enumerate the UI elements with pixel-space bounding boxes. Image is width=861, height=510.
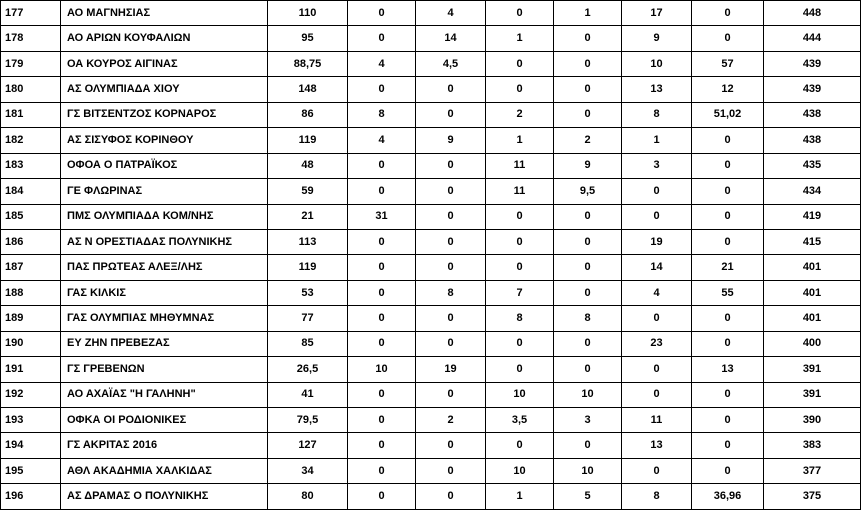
club-name-cell: ΠΑΣ ΠΡΩΤΕΑΣ ΑΛΕΞ/ΛΗΣ (61, 255, 268, 280)
value-cell-3: 2 (416, 408, 486, 433)
value-cell-1: 21 (268, 204, 348, 229)
table-row (1, 408, 861, 433)
value-cell-1: 77 (268, 306, 348, 331)
table-row (1, 484, 861, 509)
value-cell-4: 0 (486, 1, 554, 26)
value-cell-2: 0 (348, 382, 416, 407)
value-cell-5: 5 (554, 484, 622, 509)
total-points-cell: 434 (764, 179, 861, 204)
value-cell-5: 0 (554, 51, 622, 76)
value-cell-4: 0 (486, 51, 554, 76)
value-cell-6: 0 (622, 382, 692, 407)
club-name-cell: ΑΣ ΔΡΑΜΑΣ Ο ΠΟΛΥΝΙΚΗΣ (61, 484, 268, 509)
value-cell-5: 0 (554, 102, 622, 127)
value-cell-7: 55 (692, 280, 764, 305)
value-cell-3: 0 (416, 458, 486, 483)
club-name-cell: ΑΟ ΑΡΙΩΝ ΚΟΥΦΑΛΙΩΝ (61, 26, 268, 51)
total-points-cell: 435 (764, 153, 861, 178)
value-cell-5: 0 (554, 77, 622, 102)
value-cell-3: 19 (416, 357, 486, 382)
value-cell-2: 0 (348, 26, 416, 51)
value-cell-7: 51,02 (692, 102, 764, 127)
value-cell-7: 0 (692, 26, 764, 51)
value-cell-6: 4 (622, 280, 692, 305)
value-cell-2: 0 (348, 484, 416, 509)
club-name-cell: ΠΜΣ ΟΛΥΜΠΙΑΔΑ ΚΟΜ/ΝΗΣ (61, 204, 268, 229)
club-name-cell: ΑΣ ΣΙΣΥΦΟΣ ΚΟΡΙΝΘΟΥ (61, 128, 268, 153)
value-cell-3: 0 (416, 77, 486, 102)
value-cell-2: 4 (348, 128, 416, 153)
value-cell-2: 0 (348, 331, 416, 356)
value-cell-7: 0 (692, 1, 764, 26)
value-cell-3: 0 (416, 433, 486, 458)
value-cell-6: 13 (622, 433, 692, 458)
value-cell-4: 11 (486, 179, 554, 204)
value-cell-1: 119 (268, 128, 348, 153)
value-cell-5: 1 (554, 1, 622, 26)
value-cell-1: 88,75 (268, 51, 348, 76)
value-cell-3: 0 (416, 204, 486, 229)
table-body (1, 1, 861, 510)
value-cell-3: 4 (416, 1, 486, 26)
club-name-cell: ΑΣ ΟΛΥΜΠΙΑΔΑ ΧΙΟΥ (61, 77, 268, 102)
total-points-cell: 377 (764, 458, 861, 483)
value-cell-5: 10 (554, 382, 622, 407)
value-cell-7: 12 (692, 77, 764, 102)
value-cell-6: 0 (622, 204, 692, 229)
value-cell-7: 0 (692, 458, 764, 483)
value-cell-5: 9 (554, 153, 622, 178)
total-points-cell: 375 (764, 484, 861, 509)
value-cell-5: 0 (554, 229, 622, 254)
value-cell-3: 0 (416, 484, 486, 509)
value-cell-4: 10 (486, 382, 554, 407)
rank-cell: 177 (1, 1, 61, 26)
value-cell-2: 4 (348, 51, 416, 76)
club-name-cell: ΓΕ ΦΛΩΡΙΝΑΣ (61, 179, 268, 204)
value-cell-2: 0 (348, 306, 416, 331)
club-name-cell: ΑΘΛ ΑΚΑΔΗΜΙΑ ΧΑΛΚΙΔΑΣ (61, 458, 268, 483)
value-cell-1: 119 (268, 255, 348, 280)
club-name-cell: ΑΟ ΜΑΓΝΗΣΙΑΣ (61, 1, 268, 26)
table-row (1, 382, 861, 407)
value-cell-1: 95 (268, 26, 348, 51)
value-cell-1: 48 (268, 153, 348, 178)
rank-cell: 195 (1, 458, 61, 483)
value-cell-1: 127 (268, 433, 348, 458)
value-cell-7: 0 (692, 179, 764, 204)
club-name-cell: ΓΑΣ ΚΙΛΚΙΣ (61, 280, 268, 305)
value-cell-6: 8 (622, 102, 692, 127)
rank-cell: 185 (1, 204, 61, 229)
total-points-cell: 448 (764, 1, 861, 26)
value-cell-1: 34 (268, 458, 348, 483)
club-name-cell: ΓΣ ΓΡΕΒΕΝΩΝ (61, 357, 268, 382)
table-row (1, 51, 861, 76)
value-cell-3: 8 (416, 280, 486, 305)
table-row (1, 1, 861, 26)
value-cell-3: 0 (416, 102, 486, 127)
rank-cell: 190 (1, 331, 61, 356)
value-cell-6: 9 (622, 26, 692, 51)
rank-cell: 186 (1, 229, 61, 254)
value-cell-4: 10 (486, 458, 554, 483)
value-cell-6: 11 (622, 408, 692, 433)
table-row (1, 128, 861, 153)
value-cell-5: 0 (554, 255, 622, 280)
value-cell-2: 31 (348, 204, 416, 229)
total-points-cell: 383 (764, 433, 861, 458)
value-cell-5: 2 (554, 128, 622, 153)
value-cell-6: 19 (622, 229, 692, 254)
total-points-cell: 401 (764, 280, 861, 305)
value-cell-3: 4,5 (416, 51, 486, 76)
value-cell-2: 0 (348, 255, 416, 280)
value-cell-3: 0 (416, 153, 486, 178)
value-cell-5: 0 (554, 26, 622, 51)
total-points-cell: 439 (764, 51, 861, 76)
value-cell-3: 0 (416, 255, 486, 280)
value-cell-7: 0 (692, 204, 764, 229)
table-row (1, 280, 861, 305)
table-row (1, 204, 861, 229)
value-cell-6: 0 (622, 357, 692, 382)
value-cell-6: 10 (622, 51, 692, 76)
value-cell-7: 0 (692, 306, 764, 331)
table-row (1, 306, 861, 331)
value-cell-1: 59 (268, 179, 348, 204)
value-cell-5: 0 (554, 280, 622, 305)
value-cell-1: 26,5 (268, 357, 348, 382)
club-name-cell: ΟΦΚΑ ΟΙ ΡΟΔΙΟΝΙΚΕΣ (61, 408, 268, 433)
value-cell-2: 0 (348, 433, 416, 458)
value-cell-5: 8 (554, 306, 622, 331)
table-row (1, 179, 861, 204)
total-points-cell: 438 (764, 128, 861, 153)
value-cell-6: 0 (622, 306, 692, 331)
rank-cell: 193 (1, 408, 61, 433)
value-cell-7: 57 (692, 51, 764, 76)
value-cell-6: 17 (622, 1, 692, 26)
club-name-cell: ΑΣ Ν ΟΡΕΣΤΙΑΔΑΣ ΠΟΛΥΝΙΚΗΣ (61, 229, 268, 254)
value-cell-7: 36,96 (692, 484, 764, 509)
value-cell-5: 9,5 (554, 179, 622, 204)
value-cell-1: 110 (268, 1, 348, 26)
value-cell-5: 0 (554, 357, 622, 382)
value-cell-6: 1 (622, 128, 692, 153)
value-cell-5: 10 (554, 458, 622, 483)
value-cell-3: 0 (416, 179, 486, 204)
value-cell-6: 0 (622, 458, 692, 483)
table-row (1, 433, 861, 458)
value-cell-2: 0 (348, 229, 416, 254)
total-points-cell: 444 (764, 26, 861, 51)
value-cell-4: 11 (486, 153, 554, 178)
club-name-cell: ΟΦΟΑ Ο ΠΑΤΡΑΪΚΟΣ (61, 153, 268, 178)
table-row (1, 102, 861, 127)
rank-cell: 181 (1, 102, 61, 127)
club-name-cell: ΕΥ ΖΗΝ ΠΡΕΒΕΖΑΣ (61, 331, 268, 356)
total-points-cell: 438 (764, 102, 861, 127)
value-cell-6: 3 (622, 153, 692, 178)
club-name-cell: ΓΑΣ ΟΛΥΜΠΙΑΣ ΜΗΘΥΜΝΑΣ (61, 306, 268, 331)
table-row (1, 77, 861, 102)
table-row (1, 357, 861, 382)
value-cell-2: 0 (348, 77, 416, 102)
value-cell-6: 0 (622, 179, 692, 204)
value-cell-4: 1 (486, 128, 554, 153)
value-cell-1: 41 (268, 382, 348, 407)
value-cell-7: 0 (692, 128, 764, 153)
rank-cell: 179 (1, 51, 61, 76)
value-cell-2: 0 (348, 153, 416, 178)
total-points-cell: 391 (764, 382, 861, 407)
rank-cell: 192 (1, 382, 61, 407)
club-name-cell: ΓΣ ΒΙΤΣΕΝΤΖΟΣ ΚΟΡΝΑΡΟΣ (61, 102, 268, 127)
value-cell-1: 79,5 (268, 408, 348, 433)
total-points-cell: 415 (764, 229, 861, 254)
value-cell-4: 0 (486, 255, 554, 280)
rank-cell: 189 (1, 306, 61, 331)
rank-cell: 180 (1, 77, 61, 102)
value-cell-1: 86 (268, 102, 348, 127)
value-cell-6: 8 (622, 484, 692, 509)
value-cell-4: 8 (486, 306, 554, 331)
value-cell-3: 0 (416, 382, 486, 407)
value-cell-1: 85 (268, 331, 348, 356)
value-cell-7: 0 (692, 382, 764, 407)
value-cell-5: 0 (554, 331, 622, 356)
total-points-cell: 391 (764, 357, 861, 382)
value-cell-2: 0 (348, 280, 416, 305)
rank-cell: 191 (1, 357, 61, 382)
value-cell-5: 0 (554, 204, 622, 229)
club-name-cell: ΟΑ ΚΟΥΡΟΣ ΑΙΓΙΝΑΣ (61, 51, 268, 76)
value-cell-6: 13 (622, 77, 692, 102)
rank-cell: 187 (1, 255, 61, 280)
value-cell-3: 14 (416, 26, 486, 51)
rank-cell: 183 (1, 153, 61, 178)
value-cell-7: 21 (692, 255, 764, 280)
club-name-cell: ΑΟ ΑΧΑΪΑΣ "Η ΓΑΛΗΝΗ" (61, 382, 268, 407)
total-points-cell: 419 (764, 204, 861, 229)
table-row (1, 331, 861, 356)
value-cell-7: 0 (692, 331, 764, 356)
rank-cell: 182 (1, 128, 61, 153)
value-cell-3: 0 (416, 306, 486, 331)
total-points-cell: 439 (764, 77, 861, 102)
value-cell-4: 0 (486, 433, 554, 458)
value-cell-4: 3,5 (486, 408, 554, 433)
value-cell-1: 80 (268, 484, 348, 509)
value-cell-7: 0 (692, 408, 764, 433)
value-cell-7: 13 (692, 357, 764, 382)
table-row (1, 255, 861, 280)
club-name-cell: ΓΣ ΑΚΡΙΤΑΣ 2016 (61, 433, 268, 458)
value-cell-3: 0 (416, 229, 486, 254)
rank-cell: 196 (1, 484, 61, 509)
rank-cell: 184 (1, 179, 61, 204)
rank-cell: 188 (1, 280, 61, 305)
value-cell-6: 14 (622, 255, 692, 280)
rank-cell: 194 (1, 433, 61, 458)
value-cell-2: 10 (348, 357, 416, 382)
value-cell-3: 0 (416, 331, 486, 356)
value-cell-4: 0 (486, 204, 554, 229)
table-row (1, 153, 861, 178)
table-row (1, 229, 861, 254)
value-cell-4: 0 (486, 229, 554, 254)
total-points-cell: 400 (764, 331, 861, 356)
rank-cell: 178 (1, 26, 61, 51)
value-cell-5: 0 (554, 433, 622, 458)
table-row (1, 458, 861, 483)
total-points-cell: 401 (764, 306, 861, 331)
value-cell-2: 0 (348, 408, 416, 433)
value-cell-1: 148 (268, 77, 348, 102)
value-cell-4: 0 (486, 77, 554, 102)
value-cell-1: 53 (268, 280, 348, 305)
value-cell-6: 23 (622, 331, 692, 356)
value-cell-4: 0 (486, 331, 554, 356)
table-row (1, 26, 861, 51)
value-cell-2: 0 (348, 1, 416, 26)
total-points-cell: 401 (764, 255, 861, 280)
value-cell-4: 7 (486, 280, 554, 305)
value-cell-2: 0 (348, 458, 416, 483)
total-points-cell: 390 (764, 408, 861, 433)
value-cell-3: 9 (416, 128, 486, 153)
value-cell-5: 3 (554, 408, 622, 433)
value-cell-7: 0 (692, 153, 764, 178)
value-cell-4: 0 (486, 357, 554, 382)
value-cell-4: 2 (486, 102, 554, 127)
value-cell-4: 1 (486, 26, 554, 51)
value-cell-7: 0 (692, 229, 764, 254)
value-cell-7: 0 (692, 433, 764, 458)
value-cell-2: 8 (348, 102, 416, 127)
value-cell-1: 113 (268, 229, 348, 254)
value-cell-4: 1 (486, 484, 554, 509)
value-cell-2: 0 (348, 179, 416, 204)
